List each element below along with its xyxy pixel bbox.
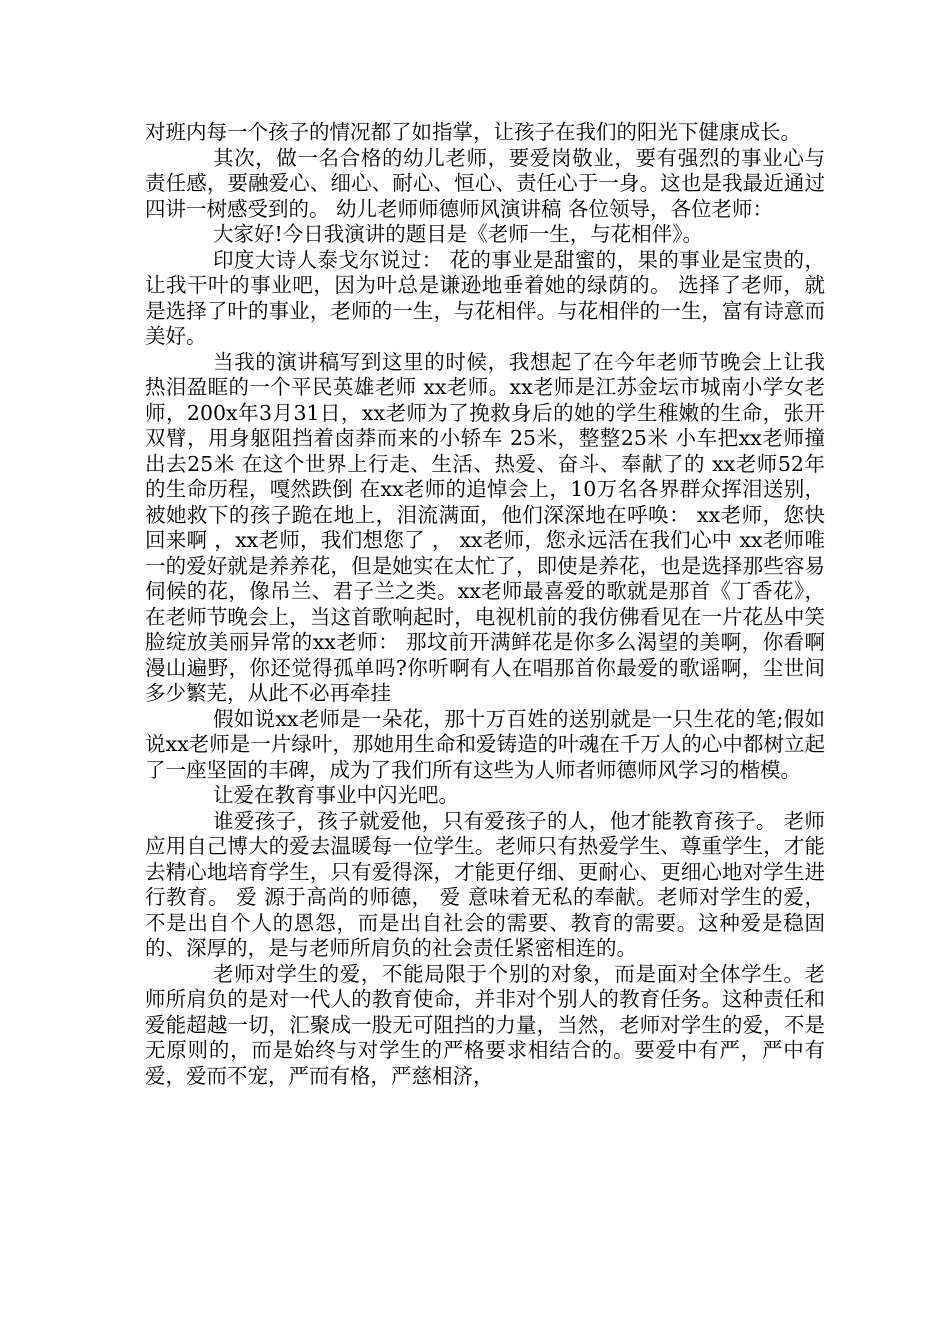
paragraph-4: 当我的演讲稿写到这里的时候，我想起了在今年老师节晚会上让我热泪盈眶的一个平民英雄老师 xx老师。xx老师是江苏金坛市城南小学女老师，200x年3月31日，xx老师为了挽救身后的她的学生稚嫩的生命，张开双臂，用身躯阻挡着卤莽而来的小轿车 25米，整整25米 小车把xx老师撞出去25米 在这个世界上行走、生活、热爱、奋斗、奉献了的 xx老师52年的生命历程，嘎然跌倒 在xx老师的追悼会上，10万名各界群众挥泪送别，被她救下的孩子跪在地上，泪流满面，他们深深地在呼唤： xx老师，您快回来啊 ，xx老师，我们想您了 ， xx老师，您永远活在我们心中 xx老师唯一的爱好就是养养花，但是她实在太忙了，即使是养花，也是选择那些容易伺候的花，像吊兰、君子兰之类。xx老师最喜爱的歌就是那首《丁香花》，在老师节晚会上，当这首歌响起时，电视机前的我仿佛看见在一片花丛中笑脸绽放美丽异常的xx老师： 那坟前开满鲜花是你多么渴望的美啊，你看啊漫山遍野，你还觉得孤单吗?你听啊有人在唱那首你最爱的歌谣啊，尘世间多少繁芜，从此不必再牵挂 [145,349,825,705]
paragraph-0: 对班内每一个孩子的情况都了如指掌，让孩子在我们的阳光下健康成长。 [145,120,801,144]
paragraph-6: 让爱在教育事业中闪光吧。 [213,783,459,807]
document-body [145,120,825,1089]
paragraph-2: 大家好!今日我演讲的题目是《老师一生，与花相伴》。 [213,222,703,246]
paragraph-7: 谁爱孩子，孩子就爱他，只有爱孩子的人，他才能教育孩子。 老师应用自己博大的爱去温暖每一位学生。老师只有热爱学生、尊重学生，才能去精心地培育学生，只有爱得深，才能更仔细、更耐心、更细心地对学生进行教育。 爱 源于高尚的师德， 爱 意味着无私的奉献。老师对学生的爱，不是出自个人的恩怨，而是出自社会的需要、教育的需要。这种爱是稳固的、深厚的，是与老师所肩负的社会责任紧密相连的。 [145,808,825,960]
paragraph-8: 老师对学生的爱，不能局限于个别的对象，而是面对全体学生。老师所肩负的是对一代人的教育使命，并非对个别人的教育任务。这种责任和爱能超越一切，汇聚成一股无可阻挡的力量，当然，老师对学生的爱，不是无原则的，而是始终与对学生的严格要求相结合的。要爱中有严，严中有爱，爱而不宠，严而有格，严慈相济， [145,961,825,1088]
paragraph-1: 其次，做一名合格的幼儿老师，要爱岗敬业，要有强烈的事业心与责任感，要融爱心、细心、耐心、恒心、责任心于一身。这也是我最近通过四讲一树感受到的。 幼儿老师师德师风演讲稿 各位领导，各位老师： [145,145,825,221]
paragraph-5: 假如说xx老师是一朵花，那十万百姓的送别就是一只生花的笔;假如说xx老师是一片绿叶，那她用生命和爱铸造的叶魂在千万人的心中都树立起了一座坚固的丰碑，成为了我们所有这些为人师者师德师风学习的楷模。 [145,706,825,782]
paragraph-3: 印度大诗人泰戈尔说过： 花的事业是甜蜜的，果的事业是宝贵的，让我干叶的事业吧，因为叶总是谦逊地垂着她的绿荫的。 选择了老师，就是选择了叶的事业，老师的一生，与花相伴。与花相伴的一生，富有诗意而美好。 [145,247,825,348]
